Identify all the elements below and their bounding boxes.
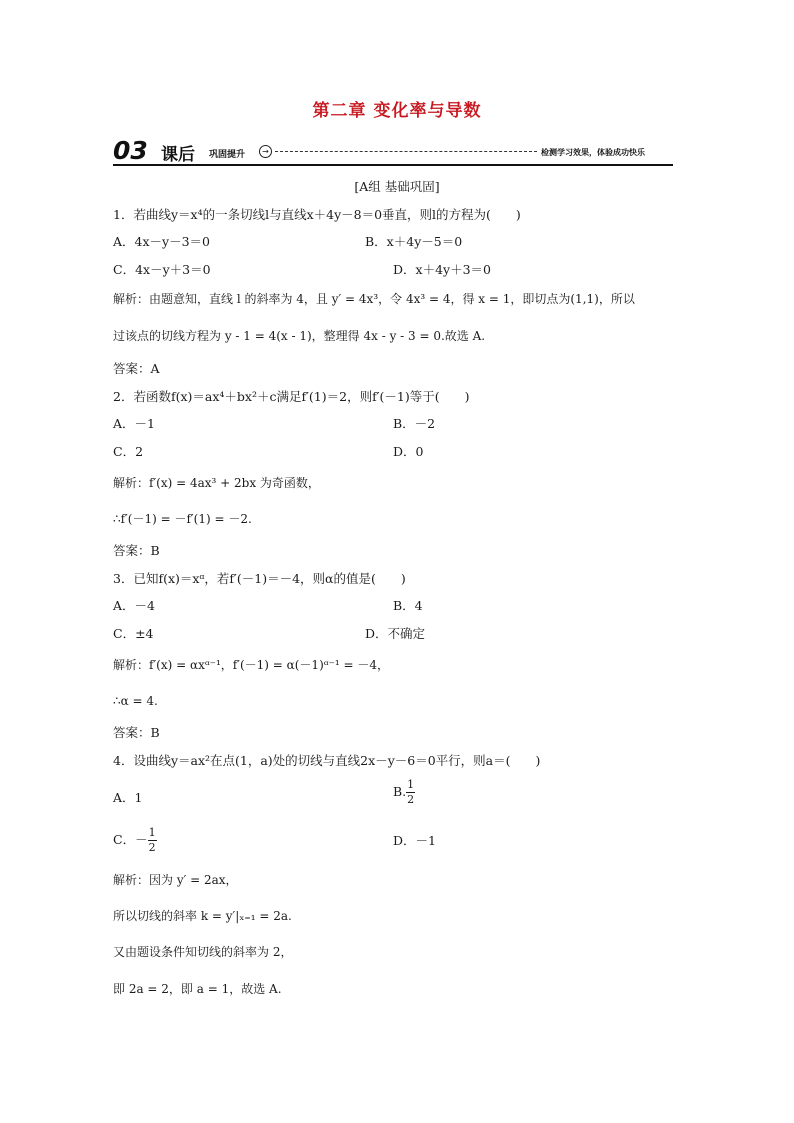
q1-answer: 答案：A: [113, 361, 160, 376]
q1-option-c: C．4x－y＋3＝0: [113, 262, 211, 277]
q4-solution-line-2: 所以切线的斜率 k = y′|ₓ₌₁ = 2a.: [113, 909, 292, 923]
q2-option-b: B．－2: [393, 416, 436, 431]
q4-option-b-prefix: B.: [393, 784, 407, 799]
q1-option-b: B．x＋4y－5＝0: [365, 234, 463, 249]
q2-option-c: C．2: [113, 444, 144, 459]
dashed-divider: [275, 151, 537, 152]
question-3: 3．已知f(x)＝xᵅ，若f′(－1)＝－4，则α的值是( ): [113, 571, 406, 586]
q2-solution-line-1: 解析：f′(x) = 4ax³ + 2bx 为奇函数，: [113, 476, 320, 490]
q1-option-a: A．4x－y－3＝0: [113, 234, 210, 249]
q1-option-d: D．x＋4y＋3＝0: [393, 262, 491, 277]
q2-option-d: D．0: [393, 444, 424, 459]
q2-solution-line-2: ∴f′(－1) = －f′(1) = －2.: [113, 512, 252, 526]
q3-option-d: D．不确定: [365, 626, 426, 641]
q3-solution-line-2: ∴α = 4.: [113, 694, 158, 708]
section-title: [A组 基础巩固]: [354, 179, 440, 194]
q4-option-b: [393, 778, 415, 807]
banner-subtitle: 巩固提升: [209, 150, 246, 160]
chapter-title: 第二章 变化率与导数: [312, 101, 482, 121]
q4-option-a: A．1: [113, 790, 143, 805]
question-4: 4．设曲线y＝ax²在点(1，a)处的切线与直线2x－y－6＝0平行，则a＝( ): [113, 753, 541, 768]
question-1: 1．若曲线y＝x⁴的一条切线l与直线x＋4y－8＝0垂直，则l的方程为( ): [113, 207, 521, 222]
q1-solution-line-1: 解析：由题意知，直线 l 的斜率为 4，且 y′ = 4x³，令 4x³ = 4，得 x = 1，即切点为(1,1)，所以: [113, 292, 635, 306]
q4-option-d: D．－1: [393, 833, 436, 848]
arrow-circle-icon: →: [259, 145, 272, 158]
q4-solution-line-1: 解析：因为 y′ = 2ax，: [113, 873, 238, 887]
q4-option-b-numerator: 1: [407, 778, 415, 791]
q1-solution-line-2: 过该点的切线方程为 y - 1 = 4(x - 1)，整理得 4x - y - 3 = 0.故选 A.: [113, 329, 486, 343]
banner-rule: [113, 164, 673, 166]
q4-solution-line-3: 又由题设条件知切线的斜率为 2，: [113, 945, 293, 959]
q4-option-c: [113, 826, 157, 855]
section-banner: [113, 136, 673, 166]
q2-answer: 答案：B: [113, 543, 160, 558]
question-2: 2．若函数f(x)＝ax⁴＋bx²＋c满足f′(1)＝2，则f′(－1)等于( ): [113, 389, 470, 404]
banner-number: 03: [113, 136, 148, 165]
q3-option-a: A．－4: [113, 598, 155, 613]
q4-option-c-denominator: 2: [148, 841, 156, 854]
q4-option-b-denominator: 2: [407, 793, 415, 806]
q2-option-a: A．－1: [113, 416, 155, 431]
banner-word: 课后: [161, 145, 195, 165]
q3-answer: 答案：B: [113, 725, 160, 740]
q3-solution-line-1: 解析：f′(x) = αxᵅ⁻¹，f′(－1) = α(－1)ᵅ⁻¹ = －4，: [113, 658, 390, 672]
banner-slogan: 检测学习效果，体验成功快乐: [541, 147, 645, 157]
q4-option-c-fraction: [148, 826, 157, 855]
q4-option-b-fraction: [406, 778, 415, 807]
q4-solution-line-4: 即 2a = 2，即 a = 1，故选 A.: [113, 982, 282, 996]
q4-option-c-numerator: 1: [148, 826, 156, 839]
q3-option-c: C．±4: [113, 626, 154, 641]
q4-option-c-prefix: C．－: [113, 832, 148, 847]
q3-option-b: B．4: [393, 598, 423, 613]
